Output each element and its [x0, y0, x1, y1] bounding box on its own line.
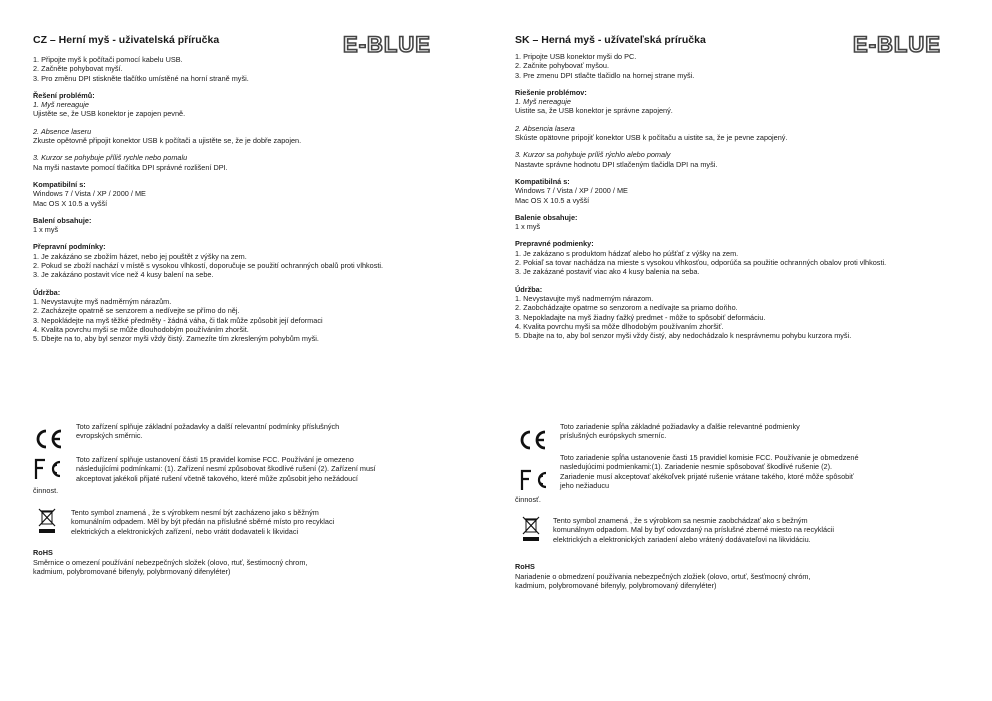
cz-fcc-text: Toto zařízení splňuje ustanovení části 15 pravidel komise FCC. Používání je omezeno následujícími podmínkami: (1). Zařízení nesmí způsobovat škodlivé rušení (2). Zařízení musí akceptovat jakékoli přijaté rušení včetně takového, které může způsobit jeho nežádoucí	[76, 455, 376, 483]
sk-trouble-3-text: Nastavte správne hodnotu DPI stlačeným tlačidla DPI na myši.	[515, 159, 718, 169]
ce-mark-icon	[517, 429, 549, 451]
sk-trouble-3-title: 3. Kurzor sa pohybuje príliš rýchlo alebo pomaly	[515, 150, 671, 160]
cz-trouble-3-text: Na myši nastavte pomocí tlačítka DPI správné rozlišení DPI.	[33, 162, 228, 172]
sk-trouble-2-text: Skúste opätovne pripojiť konektor USB k počítaču a uistite sa, že je pevne zapojený.	[515, 133, 788, 143]
cz-trouble-1-text: Ujistěte se, že USB konektor je zapojen pevně.	[33, 109, 186, 119]
sk-compat-text: Windows 7 / Vista / XP / 2000 / ME Mac OS X 10.5 a vyšší	[515, 186, 628, 205]
sk-title: SK – Herná myš - užívateľská príručka	[515, 34, 706, 46]
cz-rohs-heading: RoHS	[33, 548, 53, 557]
cz-ce-text: Toto zařízení splňuje základní požadavky a další relevantní podmínky příslušných evropských směrnic.	[76, 422, 340, 441]
cz-trouble-1-title: 1. Myš nereaguje	[33, 100, 89, 110]
cz-trouble-2-text: Zkuste opětovně připojit konektor USB k počítači a ujistěte se, že je dobře zapojen.	[33, 136, 302, 146]
sk-weee-text: Tento symbol znamená , že s výrobkom sa nesmie zaobchádzať ako s bežným komunálnym odpadom. Mal by byť odovzdaný na príslušné zberné miesto na recyklácii elektrických a elektronických zariadení alebo vrátený dodávateľovi na likvidáciu.	[553, 516, 834, 544]
fcc-logo-icon	[519, 468, 549, 492]
cz-transport-heading: Přepravní podmínky:	[33, 242, 106, 252]
svg-text:E-BLUE: E-BLUE	[853, 32, 941, 56]
cz-package-text: 1 x myš	[33, 225, 59, 235]
cz-package-heading: Balení obsahuje:	[33, 215, 92, 225]
cz-maintenance-heading: Údržba:	[33, 287, 61, 297]
cz-rohs-text: Směrnice o omezení používání nebezpečných složek (olovo, rtuť, šestimocný chrom, kadmium, polybromované bifenyly, polybrmovaný difenyléter)	[33, 558, 308, 577]
cz-fcc-tail: činnost.	[33, 486, 59, 495]
cz-steps: 1. Připojte myš k počítači pomocí kabelu USB. 2. Začněte pohybovat myší. 3. Pro změnu DPI stiskněte tlačítko umístěné na horní straně myši.	[33, 55, 249, 83]
cz-trouble-2-title: 2. Absence laseru	[33, 126, 92, 136]
weee-bin-icon	[521, 515, 541, 543]
sk-ce-text: Toto zariadenie spĺňa základné požiadavky a ďalšie relevantné podmienky príslušných európskych smerníc.	[560, 422, 800, 441]
ce-mark-icon	[33, 428, 65, 450]
sk-package-text: 1 x myš	[515, 222, 541, 232]
sk-steps: 1. Pripojte USB konektor myši do PC. 2. Začnite pohybovať myšou. 3. Pre zmenu DPI stlačte tlačidlo na hornej strane myši.	[515, 52, 695, 80]
sk-fcc-text: Toto zariadenie spĺňa ustanovenie časti 15 pravidiel komisie FCC. Používanie je obmedzené nasledujúcimi podmienkami:(1). Zariadenie nesmie spôsobovať škodlivé rušenie (2). Zariadenie musí akceptovať akékoľvek prijaté rušenie vrátane takého, ktoré môže spôsobiť jeho nežiaducu	[560, 453, 859, 490]
cz-transport-text: 1. Je zakázáno se zbožím házet, nebo jej pouštět z výšky na zem. 2. Pokud se zboží nachází v místě s vysokou vlhkostí, doporučuje se použití ochranných obalů proti vlhkosti. 3. Je zakázáno postavit více než 4 kusy balení na sebe.	[33, 251, 384, 280]
cz-body	[33, 55, 473, 343]
sk-package-heading: Balenie obsahuje:	[515, 212, 578, 222]
sk-maintenance-heading: Údržba:	[515, 284, 543, 294]
sk-trouble-2-title: 2. Absencia lasera	[515, 123, 575, 133]
sk-rohs-text: Nariadenie o obmedzení používania nebezpečných zložiek (olovo, ortuť, šesťmocný chróm, kadmium, polybromované bifenyly, polybromovaný difenyléter)	[515, 572, 811, 591]
cz-weee-text: Tento symbol znamená , že s výrobkem nesmí být zacházeno jako s běžným komunálním odpadem. Měl by být předán na příslušné sběrné místo pro recyklaci elektrických a elektronických zařízení, nebo vrátit dodavateli k likvidaci	[71, 508, 335, 536]
sk-maintenance-text: 1. Nevystavujte myš nadmerným nárazom. 2. Zaobchádzajte opatrne so senzorom a nedívajte sa priamo doňho. 3. Nepokladajte na myš žiadny ťažký predmet - môže to spôsobiť deformáciu. 4. Kvalita povrchu myši sa môže dlhodobým používaním zhoršiť. 5. Dbajte na to, aby bol senzor myši vždy čistý, aby nedochádzalo k nesprávnemu pohybu kurzora myši.	[515, 293, 852, 341]
sk-trouble-heading: Riešenie problémov:	[515, 87, 587, 97]
sk-fcc-tail: činnosť.	[515, 495, 541, 504]
cz-title: CZ – Herní myš - uživatelská příručka	[33, 34, 220, 46]
cz-compat-heading: Kompatibilní s:	[33, 179, 86, 189]
sk-body	[515, 52, 955, 340]
cz-trouble-heading: Řešení problémů:	[33, 90, 95, 100]
sk-transport-text: 1. Je zakázano s produktom hádzať alebo ho púšťať z výšky na zem. 2. Pokiaľ sa tovar nachádza na mieste s vysokou vlhkosťou, odporúča sa použitie ochranných obalov proti vlhkosti. 3. Je zakázané postaviť viac ako 4 kusy balenia na seba.	[515, 248, 887, 277]
e-blue-logo	[328, 32, 446, 56]
cz-maintenance-text: 1. Nevystavujte myš nadměrným nárazům. 2. Zacházejte opatrně se senzorem a nedívejte se přímo do něj. 3. Nepokládejte na myš těžké předměty - žádná váha, či tlak může způsobit její deformaci 4. Kvalita povrchu myši se může dlouhodobým používáním zhoršit. 5. Dbejte na to, aby byl senzor myši vždy čistý. Zamezíte tím zkresleným pohybům myši.	[33, 296, 323, 344]
sk-trouble-1-text: Uistite sa, že USB konektor je správne zapojený.	[515, 106, 673, 116]
fcc-logo-icon	[33, 457, 63, 481]
cz-trouble-3-title: 3. Kurzor se pohybuje příliš rychle nebo pomalu	[33, 153, 188, 163]
sk-compat-heading: Kompatibilná s:	[515, 176, 570, 186]
svg-text:E-BLUE: E-BLUE	[343, 32, 431, 56]
sk-transport-heading: Prepravné podmienky:	[515, 239, 594, 249]
sk-trouble-1-title: 1. Myš nereaguje	[515, 97, 571, 107]
sk-rohs-heading: RoHS	[515, 562, 535, 571]
weee-bin-icon	[37, 507, 57, 535]
cz-compat-text: Windows 7 / Vista / XP / 2000 / ME Mac OS X 10.5 a vyšší	[33, 189, 146, 208]
